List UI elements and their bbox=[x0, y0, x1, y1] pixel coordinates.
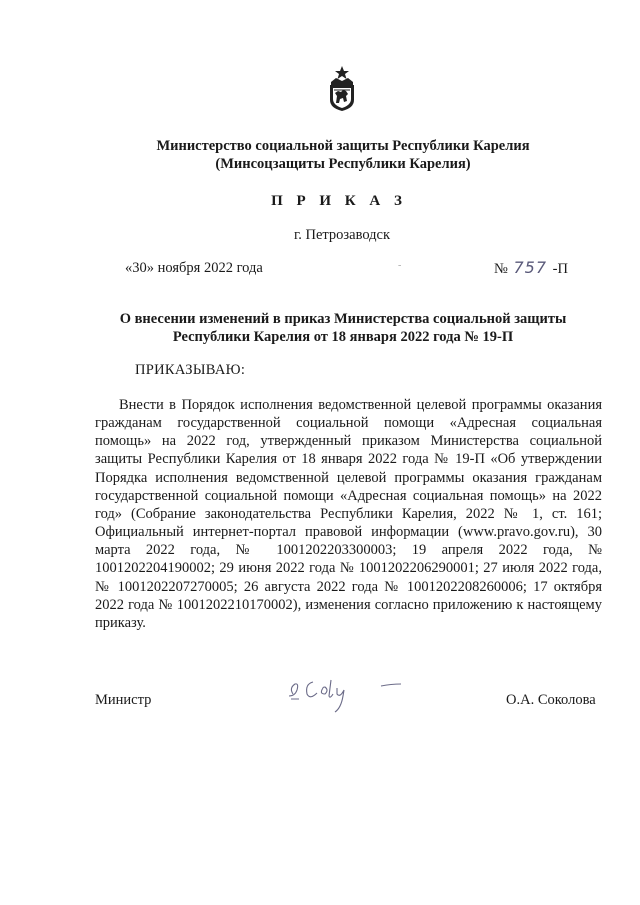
stray-mark: - bbox=[398, 260, 402, 271]
document-type-title: П Р И К А З bbox=[271, 193, 407, 209]
order-date: «30» ноября 2022 года bbox=[125, 260, 263, 276]
number-suffix: -П bbox=[552, 261, 568, 277]
signer-name: О.А. Соколова bbox=[506, 692, 596, 708]
number-handwritten: 757 bbox=[513, 258, 548, 277]
subject-line-1: О внесении изменений в приказ Министерства социальной защиты bbox=[119, 311, 567, 327]
order-body: Внести в Порядок исполнения ведомственной целевой программы оказания гражданам государственной социальной помощи «Адресная социальная помощь» на 2022 год, утвержденный приказом Министерства социальной защиты Республики Карелия от 18 января 2022 года № 19-П «Об утверждении Порядка исполнения ведомственной целевой программы оказания гражданам государственной социальной помощи «Адресная социальная помощь» на 2022 год» (Собрание законодательства Республики Карелия, 2022 № 1, ст. 161; Официальный интернет-портал правовой информации (www.pravo.gov.ru), 30 марта 2022 года, № 1001202203300003; 19 апреля 2022 года, № 1001202204190002; 29 июня 2022 года № 1001202206290001; 27 июля 2022 года, № 1001202207270005; 26 августа 2022 года № 1001202208260006; 17 октября 2022 года № 1001202210170002), изменения согласно приложению к настоящему приказу. bbox=[95, 397, 602, 631]
document-city: г. Петрозаводск bbox=[293, 227, 391, 243]
subject-line-2: Республики Карелия от 18 января 2022 года № 19-П bbox=[172, 329, 514, 345]
ministry-name: Министерство социальной защиты Республики Карелия bbox=[156, 138, 530, 154]
number-prefix: № bbox=[494, 261, 508, 277]
handwritten-signature-icon bbox=[283, 666, 413, 716]
ministry-short-name: (Минсоцзащиты Республики Карелия) bbox=[215, 156, 471, 172]
signer-position: Министр bbox=[95, 692, 152, 708]
order-subject bbox=[0, 310, 640, 346]
karelia-coat-of-arms-icon bbox=[327, 66, 357, 112]
order-number bbox=[494, 258, 568, 278]
order-command: ПРИКАЗЫВАЮ: bbox=[135, 362, 246, 378]
